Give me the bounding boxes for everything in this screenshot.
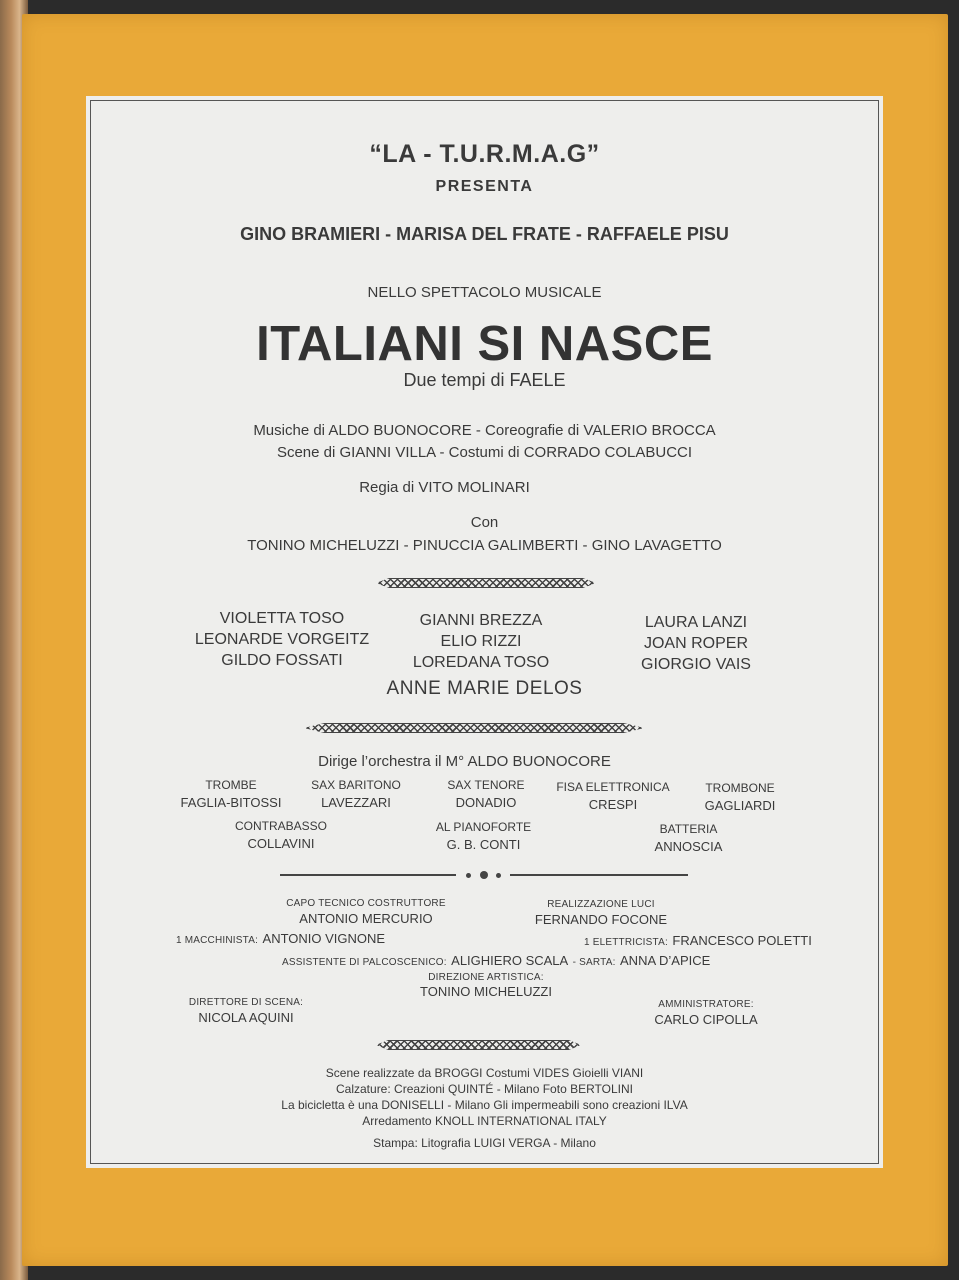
musician (216, 819, 346, 851)
crew-capo (281, 898, 451, 926)
crew-name: CARLO CIPOLLA (654, 1012, 758, 1027)
musician-name: G. B. CONTI (446, 837, 521, 852)
cast-member: GIORGIO VAIS (641, 656, 751, 673)
conductor-line: Dirige l’orchestra il M° ALDO BUONOCORE (318, 753, 611, 770)
cast-column-1 (174, 608, 390, 671)
musician (548, 780, 678, 812)
cast-member: ELIO RIZZI (440, 633, 522, 650)
crew-name: FRANCESCO POLETTI (672, 933, 812, 948)
crew-direzione-artistica (386, 972, 586, 999)
credits-direction: Regia di VITO MOLINARI (359, 479, 530, 496)
crew-elettricista (584, 932, 812, 950)
footer-line-1: Scene realizzate da BROGGI Costumi VIDES Gioielli VIANI (325, 1066, 644, 1080)
cast-column-3 (626, 612, 766, 675)
cast-member: VIOLETTA TOSO (219, 610, 345, 627)
footer-line-4: Arredamento KNOLL INTERNATIONAL ITALY (362, 1114, 607, 1128)
crew-luci (526, 899, 676, 927)
ornament-divider (376, 1040, 581, 1050)
crew-name: ANTONIO VIGNONE (262, 931, 386, 946)
musician-role: SAX BARITONO (311, 778, 401, 792)
crew-role: - SARTA: (572, 957, 616, 968)
ornament-divider (376, 578, 596, 588)
crew-name: ANTONIO MERCURIO (299, 911, 433, 926)
musician-name: FAGLIA-BITOSSI (180, 795, 282, 810)
cast-member: JOAN ROPER (643, 635, 748, 652)
show-title: ITALIANI SI NASCE (256, 317, 713, 371)
musician-role: TROMBONE (705, 781, 775, 795)
crew-role: CAPO TECNICO COSTRUTTORE (286, 898, 446, 909)
featured-artist: ANNE MARIE DELOS (386, 678, 583, 699)
crew-direttore-scena (176, 997, 316, 1025)
presenta-label: PRESENTA (435, 178, 534, 195)
program-page (86, 96, 883, 1168)
cast-member: GILDO FOSSATI (221, 652, 343, 669)
musician (631, 822, 746, 854)
musician (426, 778, 546, 810)
divider-dot (466, 873, 471, 878)
cast-column-2 (396, 610, 566, 673)
musician (416, 820, 551, 852)
cast-member: GIANNI BREZZA (419, 612, 543, 629)
crew-role: REALIZZAZIONE LUCI (547, 899, 655, 910)
crew-amministratore (626, 999, 786, 1027)
footer-line-3: La bicicletta è una DONISELLI - Milano Gli impermeabili sono creazioni ILVA (281, 1098, 688, 1112)
musician-role: BATTERIA (659, 822, 718, 836)
musician-role: SAX TENORE (447, 778, 525, 792)
musician-role: FISA ELETTRONICA (556, 780, 670, 794)
credits-music-choreo: Musiche di ALDO BUONOCORE - Coreografie di VALERIO BROCCA (253, 422, 716, 439)
musician-name: COLLAVINI (247, 836, 315, 851)
crew-role: DIRETTORE DI SCENA: (188, 997, 304, 1008)
crew-role: ASSISTENTE DI PALCOSCENICO: (282, 957, 447, 968)
cast-member: LAURA LANZI (644, 614, 748, 631)
ornament-divider (304, 723, 644, 733)
musician (166, 778, 296, 810)
divider-dot (496, 873, 501, 878)
con-label: Con (470, 514, 499, 531)
musician-role: CONTRABASSO (234, 819, 327, 833)
crew-role: AMMINISTRATORE: (658, 999, 754, 1010)
musician-name: GAGLIARDI (704, 798, 776, 813)
musician-name: LAVEZZARI (321, 795, 391, 810)
crew-role: 1 ELETTRICISTA: (584, 937, 668, 948)
divider-rule-right (510, 874, 688, 876)
musician (296, 778, 416, 810)
musician-name: CRESPI (588, 797, 638, 812)
cast-member: LEONARDE VORGEITZ (194, 631, 370, 648)
crew-macchinista (176, 930, 385, 948)
musician-role: AL PIANOFORTE (435, 820, 532, 834)
musician (684, 781, 796, 813)
musician-name: ANNOSCIA (654, 839, 723, 854)
musician-role: TROMBE (205, 778, 257, 792)
crew-name: NICOLA AQUINI (198, 1010, 294, 1025)
co-stars-line: TONINO MICHELUZZI - PINUCCIA GALIMBERTI - GINO LAVAGETTO (247, 537, 722, 554)
crew-name: ANNA D’APICE (620, 953, 711, 968)
printer-credit: Stampa: Litografia LUIGI VERGA - Milano (373, 1136, 596, 1150)
intro-line: NELLO SPETTACOLO MUSICALE (367, 284, 602, 301)
musician-name: DONADIO (455, 795, 517, 810)
footer-line-2: Calzature: Creazioni QUINTÉ - Milano Foto BERTOLINI (336, 1082, 633, 1096)
crew-role: 1 MACCHINISTA: (176, 935, 259, 946)
crew-assistente-sarta (282, 952, 710, 970)
company-name: “LA - T.U.R.M.A.G” (369, 140, 600, 168)
crew-name: ALIGHIERO SCALA (451, 953, 569, 968)
show-subtitle: Due tempi di FAELE (403, 370, 566, 390)
crew-name: FERNANDO FOCONE (534, 912, 668, 927)
cast-member: LOREDANA TOSO (412, 654, 550, 671)
credits-scene-costumes: Scene di GIANNI VILLA - Costumi di CORRADO COLABUCCI (276, 444, 693, 461)
crew-role: DIREZIONE ARTISTICA: (428, 972, 544, 983)
crew-name: TONINO MICHELUZZI (420, 984, 552, 999)
divider-dot (480, 871, 488, 879)
stars-line: GINO BRAMIERI - MARISA DEL FRATE - RAFFAELE PISU (240, 224, 729, 244)
divider-rule-left (280, 874, 456, 876)
